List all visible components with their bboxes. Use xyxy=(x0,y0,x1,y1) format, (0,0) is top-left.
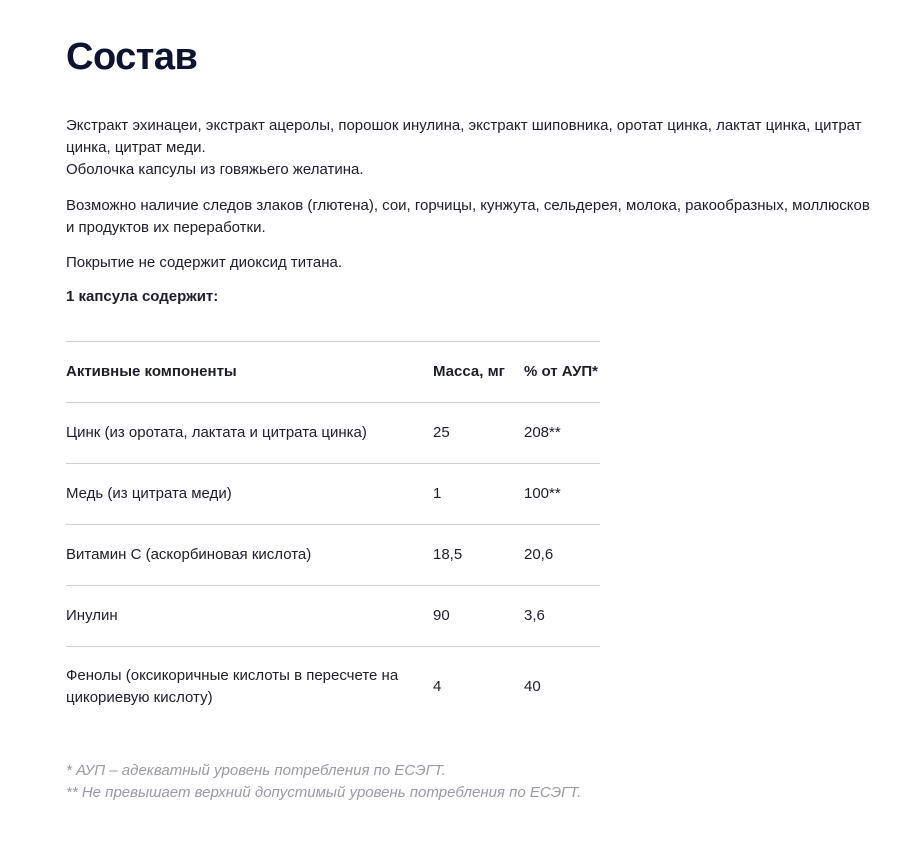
table-header-row xyxy=(66,342,600,403)
capsule-shell-text: Оболочка капсулы из говяжьего желатина. xyxy=(66,161,364,178)
cell-mass: 18,5 xyxy=(433,546,463,563)
cell-percent: 3,6 xyxy=(524,607,545,624)
nutrition-table xyxy=(66,341,600,727)
cell-mass: 25 xyxy=(433,424,450,441)
table-row xyxy=(66,464,600,525)
ingredients-paragraph xyxy=(66,115,876,181)
cell-component: Медь (из цитрата меди) xyxy=(66,485,232,502)
table-row xyxy=(66,586,600,647)
cell-percent: 20,6 xyxy=(524,546,554,563)
table-row xyxy=(66,403,600,464)
header-component: Активные компоненты xyxy=(66,363,237,380)
table-row xyxy=(66,525,600,586)
cell-percent: 208** xyxy=(524,424,561,441)
capsule-contains-label: 1 капсула содержит: xyxy=(66,288,219,305)
cell-percent: 40 xyxy=(524,678,541,695)
footnote-aup: * АУП – адекватный уровень потребления по ЕСЭГТ. xyxy=(66,762,446,779)
allergen-paragraph: Возможно наличие следов злаков (глютена), сои, горчицы, кунжута, сельдерея, молока, ракообразных, моллюсков и продуктов их переработки. xyxy=(66,197,870,236)
cell-component: Витамин С (аскорбиновая кислота) xyxy=(66,546,312,563)
header-percent: % от АУП* xyxy=(524,363,599,380)
table-row xyxy=(66,647,600,727)
coating-paragraph: Покрытие не содержит диоксид титана. xyxy=(66,254,343,271)
cell-percent: 100** xyxy=(524,485,561,502)
cell-mass: 90 xyxy=(433,607,450,624)
cell-component: Цинк (из оротата, лактата и цитрата цинка) xyxy=(66,424,367,441)
ingredients-text: Экстракт эхинацеи, экстракт ацеролы, порошок инулина, экстракт шиповника, оротат цинка, лактат цинка, цитрат цинка, цитрат меди. xyxy=(66,117,862,156)
cell-mass: 1 xyxy=(433,485,442,502)
footnote-upper-limit: ** Не превышает верхний допустимый уровень потребления по ЕСЭГТ. xyxy=(66,784,582,801)
cell-mass: 4 xyxy=(433,678,442,695)
header-mass: Масса, мг xyxy=(433,363,505,380)
page-title: Состав xyxy=(66,36,198,78)
cell-component: Инулин xyxy=(66,607,118,624)
cell-component: Фенолы (оксикоричные кислоты в пересчете на цикориевую кислоту) xyxy=(66,667,399,706)
